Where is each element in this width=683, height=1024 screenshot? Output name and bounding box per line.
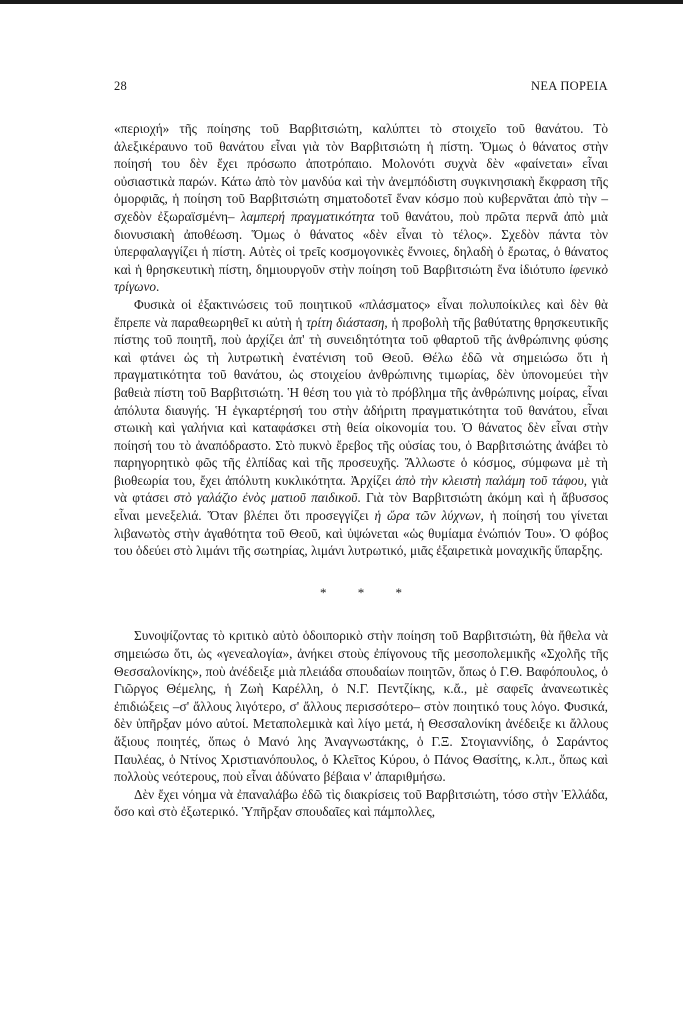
- paragraph-4: Δὲν ἔχει νόημα νὰ ἐπαναλάβω ἐδῶ τὶς διακρίσεις τοῦ Βαρβιτσιώτη, τόσο στὴν Ἑλλάδα, ὅσο καὶ στὸ ἐξωτερικό. Ὑπῆρξαν σπουδαῖες καὶ πάμπολλες,: [114, 786, 608, 820]
- text-run: .: [156, 279, 160, 295]
- text-run: Φυσικὰ οἱ ἐξακτινώσεις τοῦ ποιητικοῦ «πλάσματος» εἶναι πολυποίκιλες καὶ δὲν θὰ ἔπρεπε νὰ παραθεωρηθεῖ κι αὐτὴ ἡ: [114, 296, 608, 330]
- text-run: , γιὰ νὰ φτάσει: [114, 472, 608, 506]
- text-run: , ἡ προβολὴ τῆς βαθύτατης θρησκευτικῆς πίστης τοῦ ποιητῆ, ποὺ ἀρχίζει ἀπ' τὴ συνειδητότητα τοῦ φθαρτοῦ τῆς ἀνθρώπινης φύσης καὶ φτάνει ὡς τὴ λυτρωτικὴ ἐνατένιση τοῦ Θεοῦ. Θέλω ἐδῶ νὰ σημειώσω ὅτι ἡ πραγματικότητα τοῦ θανάτου, ὡς στοιχείου ἀνθρώπινης τιμωρίας, δὲν ὑπονομεύει τὴν βαθειὰ πίστη τοῦ Βαρβιτσιώτη. Ἡ θέση του γιὰ τὸ πρόβλημα τῆς ἀνθρώπινης μοίρας, εἶναι ἀπόλυτα διαυγής. Ἡ ἐγκαρτέρησή του στὴν ἀδήριτη πραγματικότητα τοῦ θανάτου, εἶναι στωικὴ καὶ γαλήνια καὶ καταφάσκει στὴ θεία οἰκονομία του. Ὁ θάνατος δὲν εἶναι στὴν ποίησή του τὸ ἀναπόδραστο. Στὸ πυκνὸ ἔρεβος τῆς οὐσίας του, ὁ Βαρβιτσιώτης ἀνάβει τὸ παρηγορητικὸ φῶς τῆς ἐλπίδας καὶ τῆς προσευχῆς. Ἄλλωστε ὁ κόσμος, σύμφωνα μὲ τὴ βιοθεωρία του, ἔχει ἀπόλυτη κυκλικότητα. Ἀρχίζει: [114, 314, 608, 488]
- article-body: [114, 120, 608, 821]
- journal-title: ΝΕΑ ΠΟΡΕΙΑ: [531, 79, 608, 93]
- text-run: τοῦ θανάτου, ποὺ πρῶτα περνᾶ ἀπὸ μιὰ διονυσιακὴ ἀποθέωση. Ὅμως ὁ θάνατος «δὲν εἶναι τὸ τέλος». Σχεδὸν πάντα τὸν ὑπερφαλαγγίζει ἡ πίστη. Αὐτὲς οἱ τρεῖς κοσμογονικὲς ἔννοιες, δηλαδὴ ὁ ἔρωτας, ὁ θάνατος καὶ ἡ θρησκευτικὴ πίστη, δημιουργοῦν στὴν ποίηση τοῦ Βαρβιτσιώτη ἕνα ἰδιότυπο: [114, 208, 608, 277]
- paragraph-1: [114, 120, 608, 296]
- text-run: . Γιὰ τὸν Βαρβιτσιώτη ἀκόμη καὶ ἡ ἄβυσσος εἶναι μενεξελιά. Ὅταν βλέπει ὅτι προσεγγίζει: [114, 490, 608, 524]
- section-separator: * * *: [320, 584, 416, 600]
- italic-phrase: λαμπερή πραγματικότητα: [240, 208, 375, 224]
- italic-phrase: ἰφενικὸ τρίγωνο: [114, 261, 608, 295]
- top-border-rule: [0, 0, 683, 4]
- page-number: 28: [114, 79, 128, 93]
- paragraph-2: [114, 296, 608, 560]
- text-run: «περιοχή» τῆς ποίησης τοῦ Βαρβιτσιώτη, καλύπτει τὸ στοιχεῖο τοῦ θανάτου. Τὸ ἀλεξικέραυνο τοῦ θανάτου εἶναι γιὰ τὸν Βαρβιτσιώτη ἡ πίστη. Ὅμως ὁ θάνατος στὴν ποίησή του δὲν ἔχει πρόσωπο ἀποτρόπαιο. Μολονότι συχνὰ δὲν «φαίνεται» εἶναι οὐσιαστικὰ παρών. Κάτω ἀπὸ τὸν μανδύα καὶ τὴν ἀνεμπόδιστη συγκινησιακὴ ἔκφραση τῆς ὁμορφιᾶς, ἡ ποίηση τοῦ Βαρβιτσιώτη σηματοδοτεῖ ἕναν κόσμο ποὺ κυβερνᾶται ἀπὸ τὴν –σχεδὸν ἐξωραϊσμένη–: [114, 121, 608, 224]
- italic-phrase: ἡ ὥρα τῶν λύχνων: [374, 508, 481, 524]
- running-header: [114, 79, 608, 94]
- italic-phrase: ἀπὸ τὴν κλειστὴ παλάμη τοῦ τάφου: [395, 472, 584, 488]
- paragraph-3: Συνοψίζοντας τὸ κριτικὸ αὐτὸ ὁδοιπορικὸ στὴν ποίηση τοῦ Βαρβιτσιώτη, θὰ ἤθελα νὰ σημειώσω ὅτι, ὡς «γενεαλογία», ἀνήκει στοὺς ἐπίγονους τῆς μεσοπολεμικῆς «Σχολῆς τῆς Θεσσαλονίκης», ποὺ ἀνέδειξε μιὰ πλειάδα σπουδαίων ποιητῶν, ὅπως ὁ Γ.Θ. Βαφόπουλος, ὁ Γιῶργος Θέμελης, ἡ Ζωὴ Καρέλλη, ὁ Ν.Γ. Πεντζίκης, κ.ἄ., μὲ σαφεῖς ἀνανεωτικὲς ἐπιδιώξεις –σ' ἄλλους λιγότερο, σ' ἄλλους περισσότερο– στὸν ποιητικό τους λόγο. Φυσικά, δὲν ὑπῆρξαν μόνο αὐτοί. Μεταπολεμικὰ καὶ λίγο μετά, ἡ Θεσσαλονίκη ἀνέδειξε κι ἄλλους ἄξιους ποιητές, ὅπως ὁ Μανό λης Ἀναγνωστάκης, ὁ Γ.Ξ. Στογιαννίδης, ὁ Σαράντος Παυλέας, ὁ Ντίνος Χριστιανόπουλος, ὁ Κλεῖτος Κύρου, ὁ Πάνος Θασίτης, κ.λπ., ὅπως καὶ πολλοὺς νεότερους, ποὺ εἶναι ἀδύνατο βέβαια ν' ἀπαριθμήσω.: [114, 628, 608, 785]
- text-run: , ἡ ποίησή του γίνεται λιβανωτὸς στὴν ἀγαθότητα τοῦ Θεοῦ, καὶ ὑψώνεται «ὡς θυμίαμα ἐνώπιόν Του». Ὁ φόβος του ὁδεύει στὸ λιμάνι τῆς σωτηρίας, λιμάνι λυτρωτικό, μιᾶς ἐξαιρετικὰ μοναχικῆς ὕπαρξης.: [114, 508, 608, 559]
- italic-phrase: στὸ γαλάζιο ἐνὸς ματιοῦ παιδικοῦ: [173, 490, 358, 506]
- italic-phrase: τρίτη διάσταση: [306, 314, 385, 330]
